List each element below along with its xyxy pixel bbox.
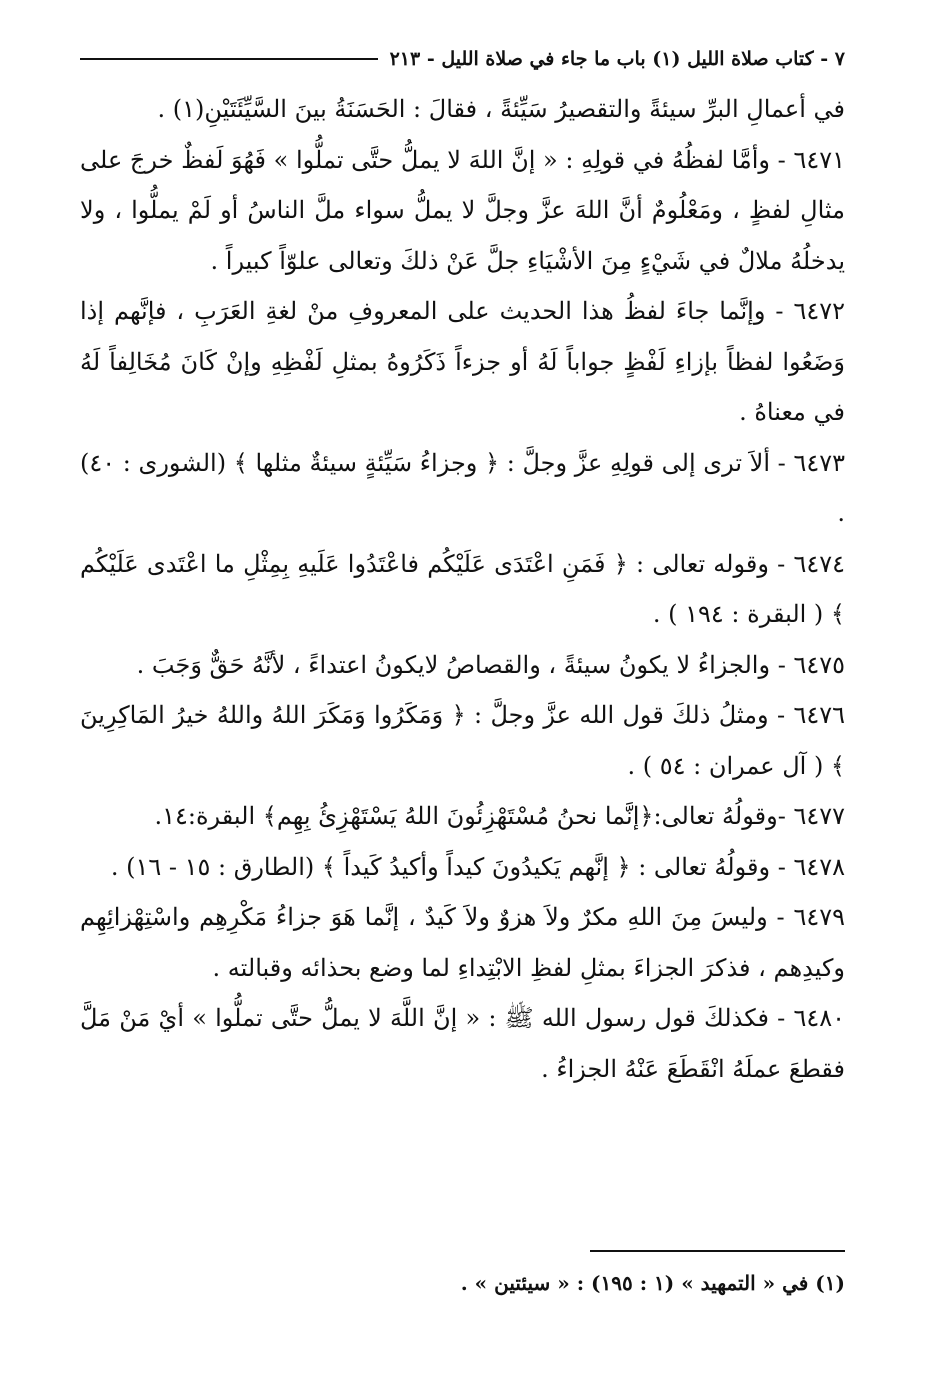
paragraph: ٦٤٧٧ -وقولُهُ تعالى:﴿إنَّما نحنُ مُسْتَهْزِئُونَ اللهُ يَسْتَهْزِئُ بِهِم﴾ البقرة:١٤. bbox=[154, 802, 845, 830]
paragraph: ٦٤٧١ - وأمَّا لفظُهُ في قولِهِ : « إنَّ اللهَ لا يملُّ حتَّى تملُّوا » فَهُوَ لَفظٌ خرجَ على مثالِ لفظٍ ، ومَعْلُومٌ أنَّ اللهَ عزَّ وجلَّ لا يملُّ سواء ملَّ الناسُ أو لَمْ يملُّوا ، ولا يدخلُهُ ملالٌ في شَيْءٍ مِنَ الأشْيَاءِ جلَّ عَنْ ذلكَ وتعالى علوّاً كبيراً . bbox=[80, 145, 845, 275]
page-body bbox=[80, 84, 845, 1094]
paragraph: ٦٤٧٩ - وليسَ مِنَ اللهِ مكرٌ ولاَ هزوٌ ولاَ كَيدٌ ، إنَّما هَوَ جزاءُ مَكْرِهِم واسْتِهْزائِهِم وكيدِهم ، فذكرَ الجزاءَ بمثلِ لفظِ الابْتِداءِ لما وضع بحذائه وقبالته . bbox=[80, 903, 845, 982]
header-title: ٧ - كتاب صلاة الليل (١) باب ما جاء في صلاة الليل - ٢١٣ bbox=[389, 48, 845, 70]
footnote-rule bbox=[590, 1250, 845, 1252]
paragraph: في أعمالِ البرِّ سيئةً والتقصيرُ سَيِّئةً ، فقالَ : الحَسَنَةُ بينَ السَّيِّئَتَيْنِ(١) . bbox=[157, 95, 845, 123]
paragraph: ٦٤٧٣ - ألاَ ترى إلى قولِهِ عزَّ وجلَّ : ﴿ وجزاءُ سَيِّئةٍ سيئةٌ مثلها ﴾ (الشورى : ٤٠) . bbox=[80, 448, 845, 527]
paragraph: ٦٤٨٠ - فكذلكَ قول رسول الله ﷺ : « إنَّ اللَّهَ لا يملُّ حتَّى تملُّوا » أيْ مَنْ مَلَّ فقطعَ عملَهُ انْقَطَعَ عَنْهُ الجزاءُ . bbox=[80, 1004, 845, 1083]
paragraph: ٦٤٧٦ - ومثلُ ذلكَ قول الله عزَّ وجلَّ : ﴿ وَمَكَرُوا وَمَكَرَ اللهُ واللهُ خيرُ المَاكِرِينَ ﴾ ( آل عمران : ٥٤ ) . bbox=[80, 701, 846, 780]
paragraph: ٦٤٧٥ - والجزاءُ لا يكونُ سيئةً ، والقصاصُ لايكونُ اعتداءً ، لأنَّهُ حَقٌّ وَجَبَ . bbox=[136, 650, 845, 679]
paragraph: ٦٤٧٤ - وقوله تعالى : ﴿ فَمَنِ اعْتَدَى عَلَيْكُم فاعْتَدُوا عَلَيهِ بِمِثْلِ ما اعْتَدى عَلَيْكُم ﴾ ( البقرة : ١٩٤ ) . bbox=[80, 549, 845, 628]
footnote: (١) في « التمهيد » (١ : ١٩٥) : « سيئتين » . bbox=[460, 1271, 845, 1295]
paragraph: ٦٤٧٢ - وإنَّما جاءَ لفظُ هذا الحديث على المعروفِ منْ لغةِ العَرَبِ ، فإنَّهم إذا وَضَعُوا لفظاً بإزاءِ لَفْظٍ جواباً لَهُ أو جزءاً ذَكَرُوهُ بمثلِ لَفْظِهِ وإنْ كَانَ مُخَالِفاً لَهُ في معناهُ . bbox=[80, 297, 846, 426]
header-rule bbox=[80, 58, 378, 60]
paragraph: ٦٤٧٨ - وقولُهُ تعالى : ﴿ إنَّهم يَكيدُونَ كيداً وأكيدُ كَيداً ﴾ (الطارق : ١٥ - ١٦) . bbox=[110, 852, 845, 881]
running-header bbox=[80, 44, 845, 74]
